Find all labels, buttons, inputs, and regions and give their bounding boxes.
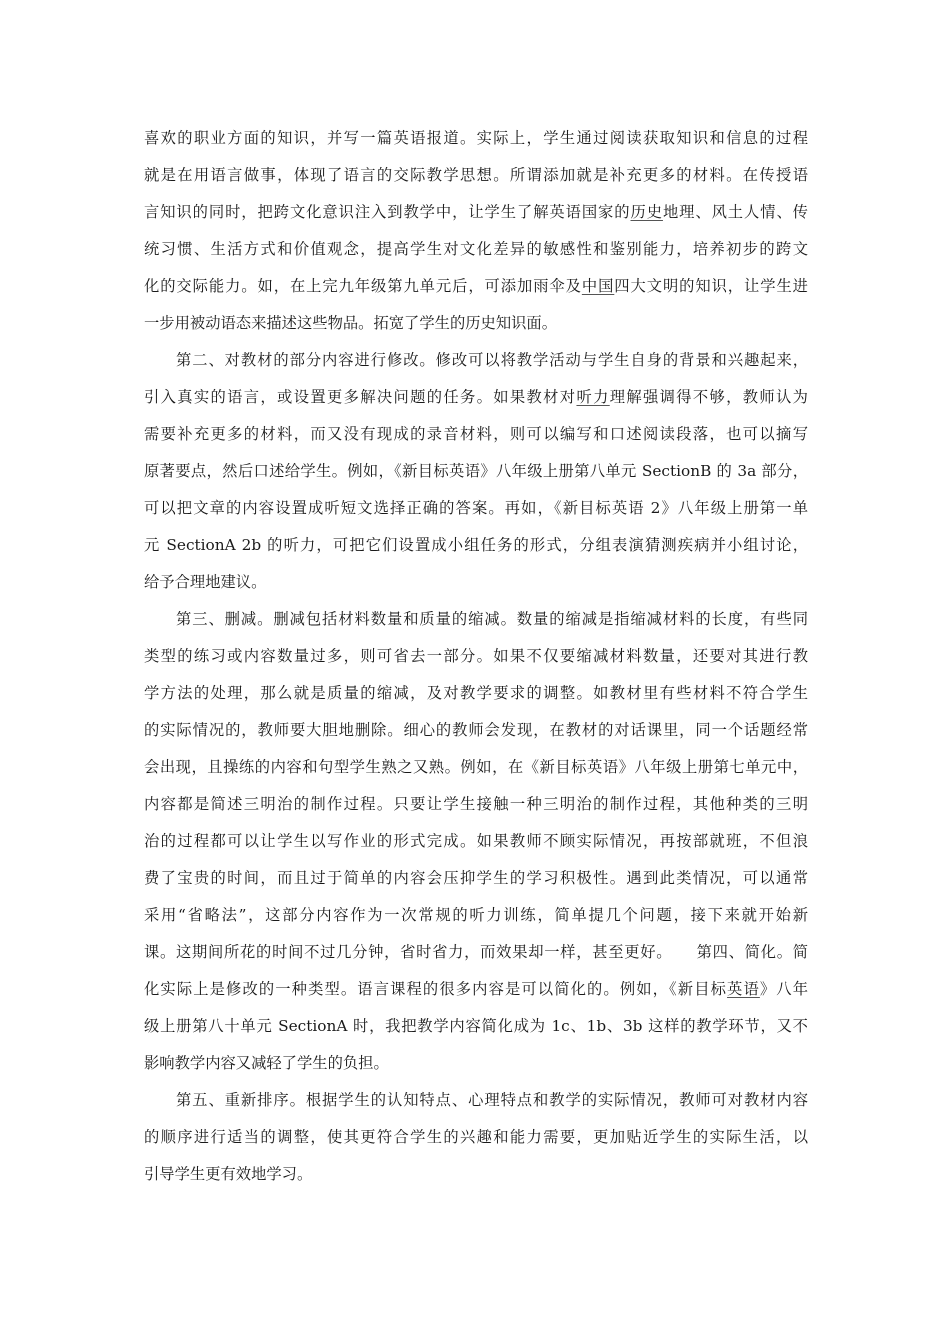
text-line: 喜欢的职业方面的知识，并写一篇英语报道。实际上，学生通过阅读获取知识和信息的过程: [144, 129, 808, 147]
text-line: 采用“省略法”，这部分内容作为一次常规的听力训练，简单提几个问题，接下来就开始新: [144, 906, 808, 924]
text-line: 学方法的处理，那么就是质量的缩减，及对教学要求的调整。如教材里有些材料不符合学生: [144, 684, 808, 702]
underlined-link[interactable]: 听力: [576, 388, 610, 406]
text-segment: 理解强调得不够，教师认为: [609, 388, 808, 406]
text-line: 级上册第八十单元 SectionA 时，我把教学内容简化成为 1c、1b、3b 这样的教学环节，又不: [144, 1017, 808, 1035]
text-line: 就是在用语言做事，体现了语言的交际教学思想。所谓添加就是补充更多的材料。在传授语: [144, 166, 808, 184]
underlined-link[interactable]: 历史: [630, 203, 663, 221]
text-segment: 四大文明的知识，让学生进: [614, 277, 808, 295]
text-line: 的实际情况的，教师要大胆地删除。细心的教师会发现，在教材的对话课里，同一个话题经常: [144, 721, 808, 739]
text-line: 元 SectionA 2b 的听力，可把它们设置成小组任务的形式，分组表演猜测疾病并小组讨论，: [144, 536, 808, 554]
underlined-link[interactable]: 英语: [727, 980, 760, 998]
paragraph-first-line: 第三、删减。删减包括材料数量和质量的缩减。数量的缩减是指缩减材料的长度，有些同: [176, 610, 808, 628]
text-line: 引导学生更有效地学习。: [144, 1165, 313, 1183]
text-line: 影响教学内容又减轻了学生的负担。: [144, 1054, 389, 1072]
text-line: [144, 202, 808, 222]
text-line: 原著要点，然后口述给学生。例如，《新目标英语》八年级上册第八单元 SectionB 的 3a 部分，: [144, 462, 808, 480]
text-line: 可以把文章的内容设置成听短文选择正确的答案。再如，《新目标英语 2》八年级上册第一单: [144, 499, 808, 517]
underlined-link[interactable]: 中国: [581, 277, 615, 295]
text-line: 给予合理地建议。: [144, 573, 267, 591]
text-segment: 地理、风土人情、传: [662, 203, 808, 221]
text-line: 需要补充更多的材料，而又没有现成的录音材料，则可以编写和口述阅读段落，也可以摘写: [144, 425, 808, 443]
text-segment: 言知识的同时，把跨文化意识注入到教学中，让学生了解英语国家的: [144, 203, 631, 221]
text-line: [144, 387, 808, 407]
text-line: 费了宝贵的时间，而且过于简单的内容会压抑学生的学习积极性。遇到此类情况，可以通常: [144, 869, 808, 887]
text-segment: 化实际上是修改的一种类型。语言课程的很多内容是可以简化的。例如，《新目标: [144, 980, 728, 998]
text-line: [144, 979, 808, 999]
paragraph-first-line: 第五、重新排序。根据学生的认知特点、心理特点和教学的实际情况，教师可对教材内容: [176, 1091, 808, 1109]
text-line: 统习惯、生活方式和价值观念，提高学生对文化差异的敏感性和鉴别能力，培养初步的跨文: [144, 240, 808, 258]
text-line: 类型的练习或内容数量过多，则可省去一部分。如果不仅要缩减材料数量，还要对其进行教: [144, 647, 808, 665]
text-line: 的顺序进行适当的调整，使其更符合学生的兴趣和能力需要，更加贴近学生的实际生活，以: [144, 1128, 808, 1146]
text-line: 课。这期间所花的时间不过几分钟，省时省力，而效果却一样，甚至更好。 第四、简化。简: [144, 943, 808, 961]
text-line: 会出现，且操练的内容和句型学生熟之又熟。例如，在《新目标英语》八年级上册第七单元中，: [144, 758, 808, 776]
paragraph-first-line: 第二、对教材的部分内容进行修改。修改可以将教学活动与学生自身的背景和兴趣起来，: [176, 351, 808, 369]
text-line: 治的过程都可以让学生以写作业的形式完成。如果教师不顾实际情况，再按部就班，不但浪: [144, 832, 808, 850]
text-line: 一步用被动语态来描述这些物品。拓宽了学生的历史知识面。: [144, 314, 558, 332]
text-line: [144, 276, 808, 296]
text-line: 内容都是简述三明治的制作过程。只要让学生接触一种三明治的制作过程，其他种类的三明: [144, 795, 808, 813]
text-segment: 》八年: [759, 980, 808, 998]
text-segment: 引入真实的语言，或设置更多解决问题的任务。如果教材对: [144, 388, 577, 406]
text-segment: 化的交际能力。如，在上完九年级第九单元后，可添加雨伞及: [144, 277, 582, 295]
